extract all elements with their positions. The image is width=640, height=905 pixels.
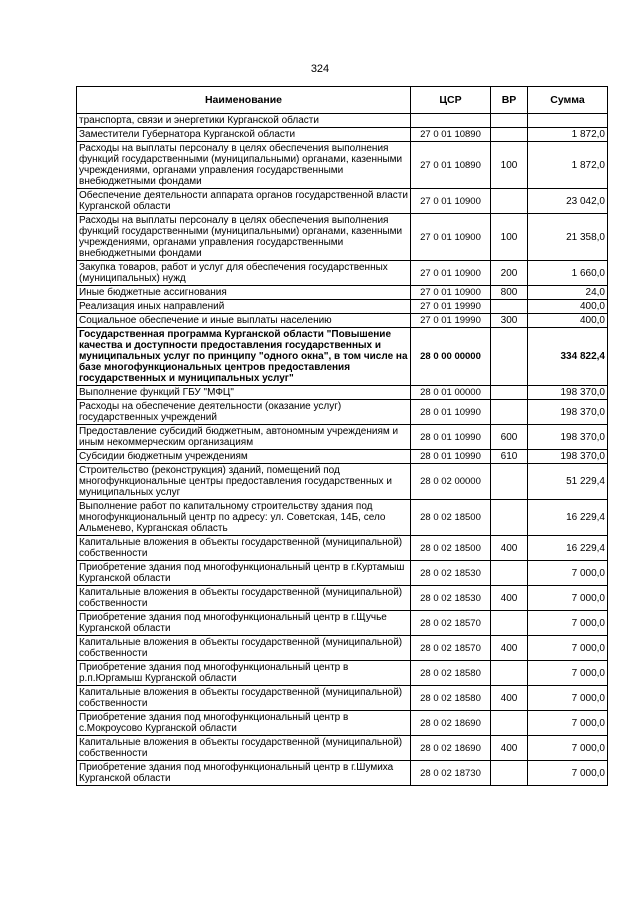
cell-csr: 28 0 01 00000 [411, 386, 491, 400]
cell-name: Строительство (реконструкция) зданий, помещений под многофункциональные центры предоставления государственных и муниципальных услуг [77, 464, 411, 500]
cell-vr: 200 [491, 261, 528, 286]
cell-sum: 23 042,0 [528, 189, 608, 214]
table-row [77, 500, 608, 536]
cell-csr: 28 0 02 18580 [411, 661, 491, 686]
column-header-name: Наименование [77, 87, 411, 114]
cell-csr: 27 0 01 10900 [411, 286, 491, 300]
table-row [77, 300, 608, 314]
cell-vr [491, 328, 528, 386]
cell-sum: 51 229,4 [528, 464, 608, 500]
cell-name: Приобретение здания под многофункциональный центр в с.Мокроусово Курганской области [77, 711, 411, 736]
cell-sum: 7 000,0 [528, 661, 608, 686]
table-row [77, 425, 608, 450]
cell-vr [491, 386, 528, 400]
cell-name: Расходы на обеспечение деятельности (оказание услуг) государственных учреждений [77, 400, 411, 425]
cell-vr: 400 [491, 536, 528, 561]
cell-vr [491, 400, 528, 425]
table-row [77, 261, 608, 286]
table-row [77, 636, 608, 661]
table-row [77, 314, 608, 328]
cell-name: Реализация иных направлений [77, 300, 411, 314]
table-row [77, 586, 608, 611]
cell-name: Капитальные вложения в объекты государственной (муниципальной) собственности [77, 536, 411, 561]
cell-csr: 28 0 01 10990 [411, 425, 491, 450]
table-row [77, 686, 608, 711]
cell-sum: 7 000,0 [528, 711, 608, 736]
table-row [77, 761, 608, 786]
cell-sum: 198 370,0 [528, 400, 608, 425]
cell-vr [491, 500, 528, 536]
cell-name: Капитальные вложения в объекты государственной (муниципальной) собственности [77, 636, 411, 661]
cell-sum: 21 358,0 [528, 214, 608, 261]
cell-sum: 7 000,0 [528, 636, 608, 661]
cell-csr: 28 0 02 18690 [411, 736, 491, 761]
cell-name: Социальное обеспечение и иные выплаты населению [77, 314, 411, 328]
cell-name: Капитальные вложения в объекты государственной (муниципальной) собственности [77, 736, 411, 761]
cell-vr: 100 [491, 214, 528, 261]
cell-sum: 7 000,0 [528, 611, 608, 636]
cell-vr [491, 661, 528, 686]
cell-name: Выполнение работ по капитальному строительству здания под многофункциональный центр по адресу: ул. Советская, 14Б, село Альменево, Курганская область [77, 500, 411, 536]
cell-name: Приобретение здания под многофункциональный центр в р.п.Юргамыш Курганской области [77, 661, 411, 686]
cell-sum: 7 000,0 [528, 561, 608, 586]
cell-sum: 16 229,4 [528, 500, 608, 536]
cell-name: Государственная программа Курганской области "Повышение качества и доступности предоставления государственных и муниципальных услуг по принципу "одного окна", в том числе на базе многофункциональных центров предоставления государственных и муниципальных услуг" [77, 328, 411, 386]
cell-csr: 28 0 02 00000 [411, 464, 491, 500]
cell-csr: 27 0 01 10900 [411, 261, 491, 286]
cell-vr: 400 [491, 636, 528, 661]
cell-sum: 24,0 [528, 286, 608, 300]
cell-sum: 1 660,0 [528, 261, 608, 286]
cell-csr: 27 0 01 10900 [411, 214, 491, 261]
cell-name: Приобретение здания под многофункциональный центр в г.Шумиха Курганской области [77, 761, 411, 786]
cell-csr: 28 0 02 18530 [411, 586, 491, 611]
cell-sum [528, 114, 608, 128]
cell-csr: 27 0 01 10890 [411, 142, 491, 189]
cell-name: Выполнение функций ГБУ "МФЦ" [77, 386, 411, 400]
cell-csr: 28 0 02 18500 [411, 536, 491, 561]
table-row [77, 561, 608, 586]
column-header-csr: ЦСР [411, 87, 491, 114]
cell-vr: 300 [491, 314, 528, 328]
cell-sum: 198 370,0 [528, 386, 608, 400]
cell-vr: 610 [491, 450, 528, 464]
cell-sum: 7 000,0 [528, 586, 608, 611]
cell-name: Иные бюджетные ассигнования [77, 286, 411, 300]
table-row [77, 189, 608, 214]
cell-csr: 28 0 01 10990 [411, 400, 491, 425]
cell-name: Расходы на выплаты персоналу в целях обеспечения выполнения функций государственными (муниципальными) органами, казенными учреждениями, органами управления государственными внебюджетными фондами [77, 214, 411, 261]
table-row [77, 128, 608, 142]
cell-name: Заместители Губернатора Курганской области [77, 128, 411, 142]
cell-name: Капитальные вложения в объекты государственной (муниципальной) собственности [77, 586, 411, 611]
cell-name: Закупка товаров, работ и услуг для обеспечения государственных (муниципальных) нужд [77, 261, 411, 286]
table-row [77, 214, 608, 261]
cell-vr: 100 [491, 142, 528, 189]
cell-vr [491, 761, 528, 786]
cell-sum: 1 872,0 [528, 128, 608, 142]
cell-name: Расходы на выплаты персоналу в целях обеспечения выполнения функций государственными (муниципальными) органами, казенными учреждениями, органами управления государственными внебюджетными фондами [77, 142, 411, 189]
cell-csr: 28 0 02 18690 [411, 711, 491, 736]
cell-vr [491, 464, 528, 500]
table-row [77, 386, 608, 400]
cell-csr: 28 0 02 18500 [411, 500, 491, 536]
table-row [77, 328, 608, 386]
page-number: 324 [310, 63, 330, 75]
table-row [77, 611, 608, 636]
cell-vr [491, 611, 528, 636]
cell-vr [491, 300, 528, 314]
cell-csr [411, 114, 491, 128]
table-body [77, 114, 608, 786]
table-row [77, 286, 608, 300]
cell-vr [491, 114, 528, 128]
cell-csr: 28 0 02 18570 [411, 611, 491, 636]
cell-csr: 28 0 02 18570 [411, 636, 491, 661]
table-row [77, 711, 608, 736]
cell-sum: 198 370,0 [528, 425, 608, 450]
table-row [77, 736, 608, 761]
cell-sum: 7 000,0 [528, 736, 608, 761]
table-row [77, 464, 608, 500]
cell-sum: 400,0 [528, 314, 608, 328]
cell-name: Приобретение здания под многофункциональный центр в г.Щучье Курганской области [77, 611, 411, 636]
cell-csr: 28 0 02 18530 [411, 561, 491, 586]
cell-csr: 28 0 00 00000 [411, 328, 491, 386]
cell-sum: 334 822,4 [528, 328, 608, 386]
cell-sum: 7 000,0 [528, 686, 608, 711]
cell-name: Обеспечение деятельности аппарата органов государственной власти Курганской области [77, 189, 411, 214]
table-row [77, 114, 608, 128]
table-row [77, 450, 608, 464]
cell-sum: 7 000,0 [528, 761, 608, 786]
cell-vr [491, 561, 528, 586]
cell-vr: 400 [491, 686, 528, 711]
cell-vr: 600 [491, 425, 528, 450]
cell-name: Капитальные вложения в объекты государственной (муниципальной) собственности [77, 686, 411, 711]
table-row [77, 661, 608, 686]
cell-vr: 400 [491, 736, 528, 761]
cell-name: Субсидии бюджетным учреждениям [77, 450, 411, 464]
cell-csr: 27 0 01 10890 [411, 128, 491, 142]
cell-vr [491, 711, 528, 736]
cell-name: Предоставление субсидий бюджетным, автономным учреждениям и иным некоммерческим организациям [77, 425, 411, 450]
cell-name: транспорта, связи и энергетики Курганской области [77, 114, 411, 128]
cell-csr: 28 0 01 10990 [411, 450, 491, 464]
cell-sum: 16 229,4 [528, 536, 608, 561]
table-header-row [77, 87, 608, 114]
cell-vr [491, 128, 528, 142]
cell-vr: 400 [491, 586, 528, 611]
cell-csr: 27 0 01 10900 [411, 189, 491, 214]
cell-sum: 1 872,0 [528, 142, 608, 189]
cell-vr: 800 [491, 286, 528, 300]
cell-csr: 27 0 01 19990 [411, 314, 491, 328]
column-header-sum: Сумма [528, 87, 608, 114]
table-row [77, 400, 608, 425]
cell-csr: 28 0 02 18730 [411, 761, 491, 786]
cell-vr [491, 189, 528, 214]
cell-csr: 28 0 02 18580 [411, 686, 491, 711]
cell-name: Приобретение здания под многофункциональный центр в г.Куртамыш Курганской области [77, 561, 411, 586]
cell-sum: 198 370,0 [528, 450, 608, 464]
column-header-vr: ВР [491, 87, 528, 114]
cell-sum: 400,0 [528, 300, 608, 314]
table-row [77, 142, 608, 189]
table-row [77, 536, 608, 561]
cell-csr: 27 0 01 19990 [411, 300, 491, 314]
budget-table [76, 86, 608, 786]
